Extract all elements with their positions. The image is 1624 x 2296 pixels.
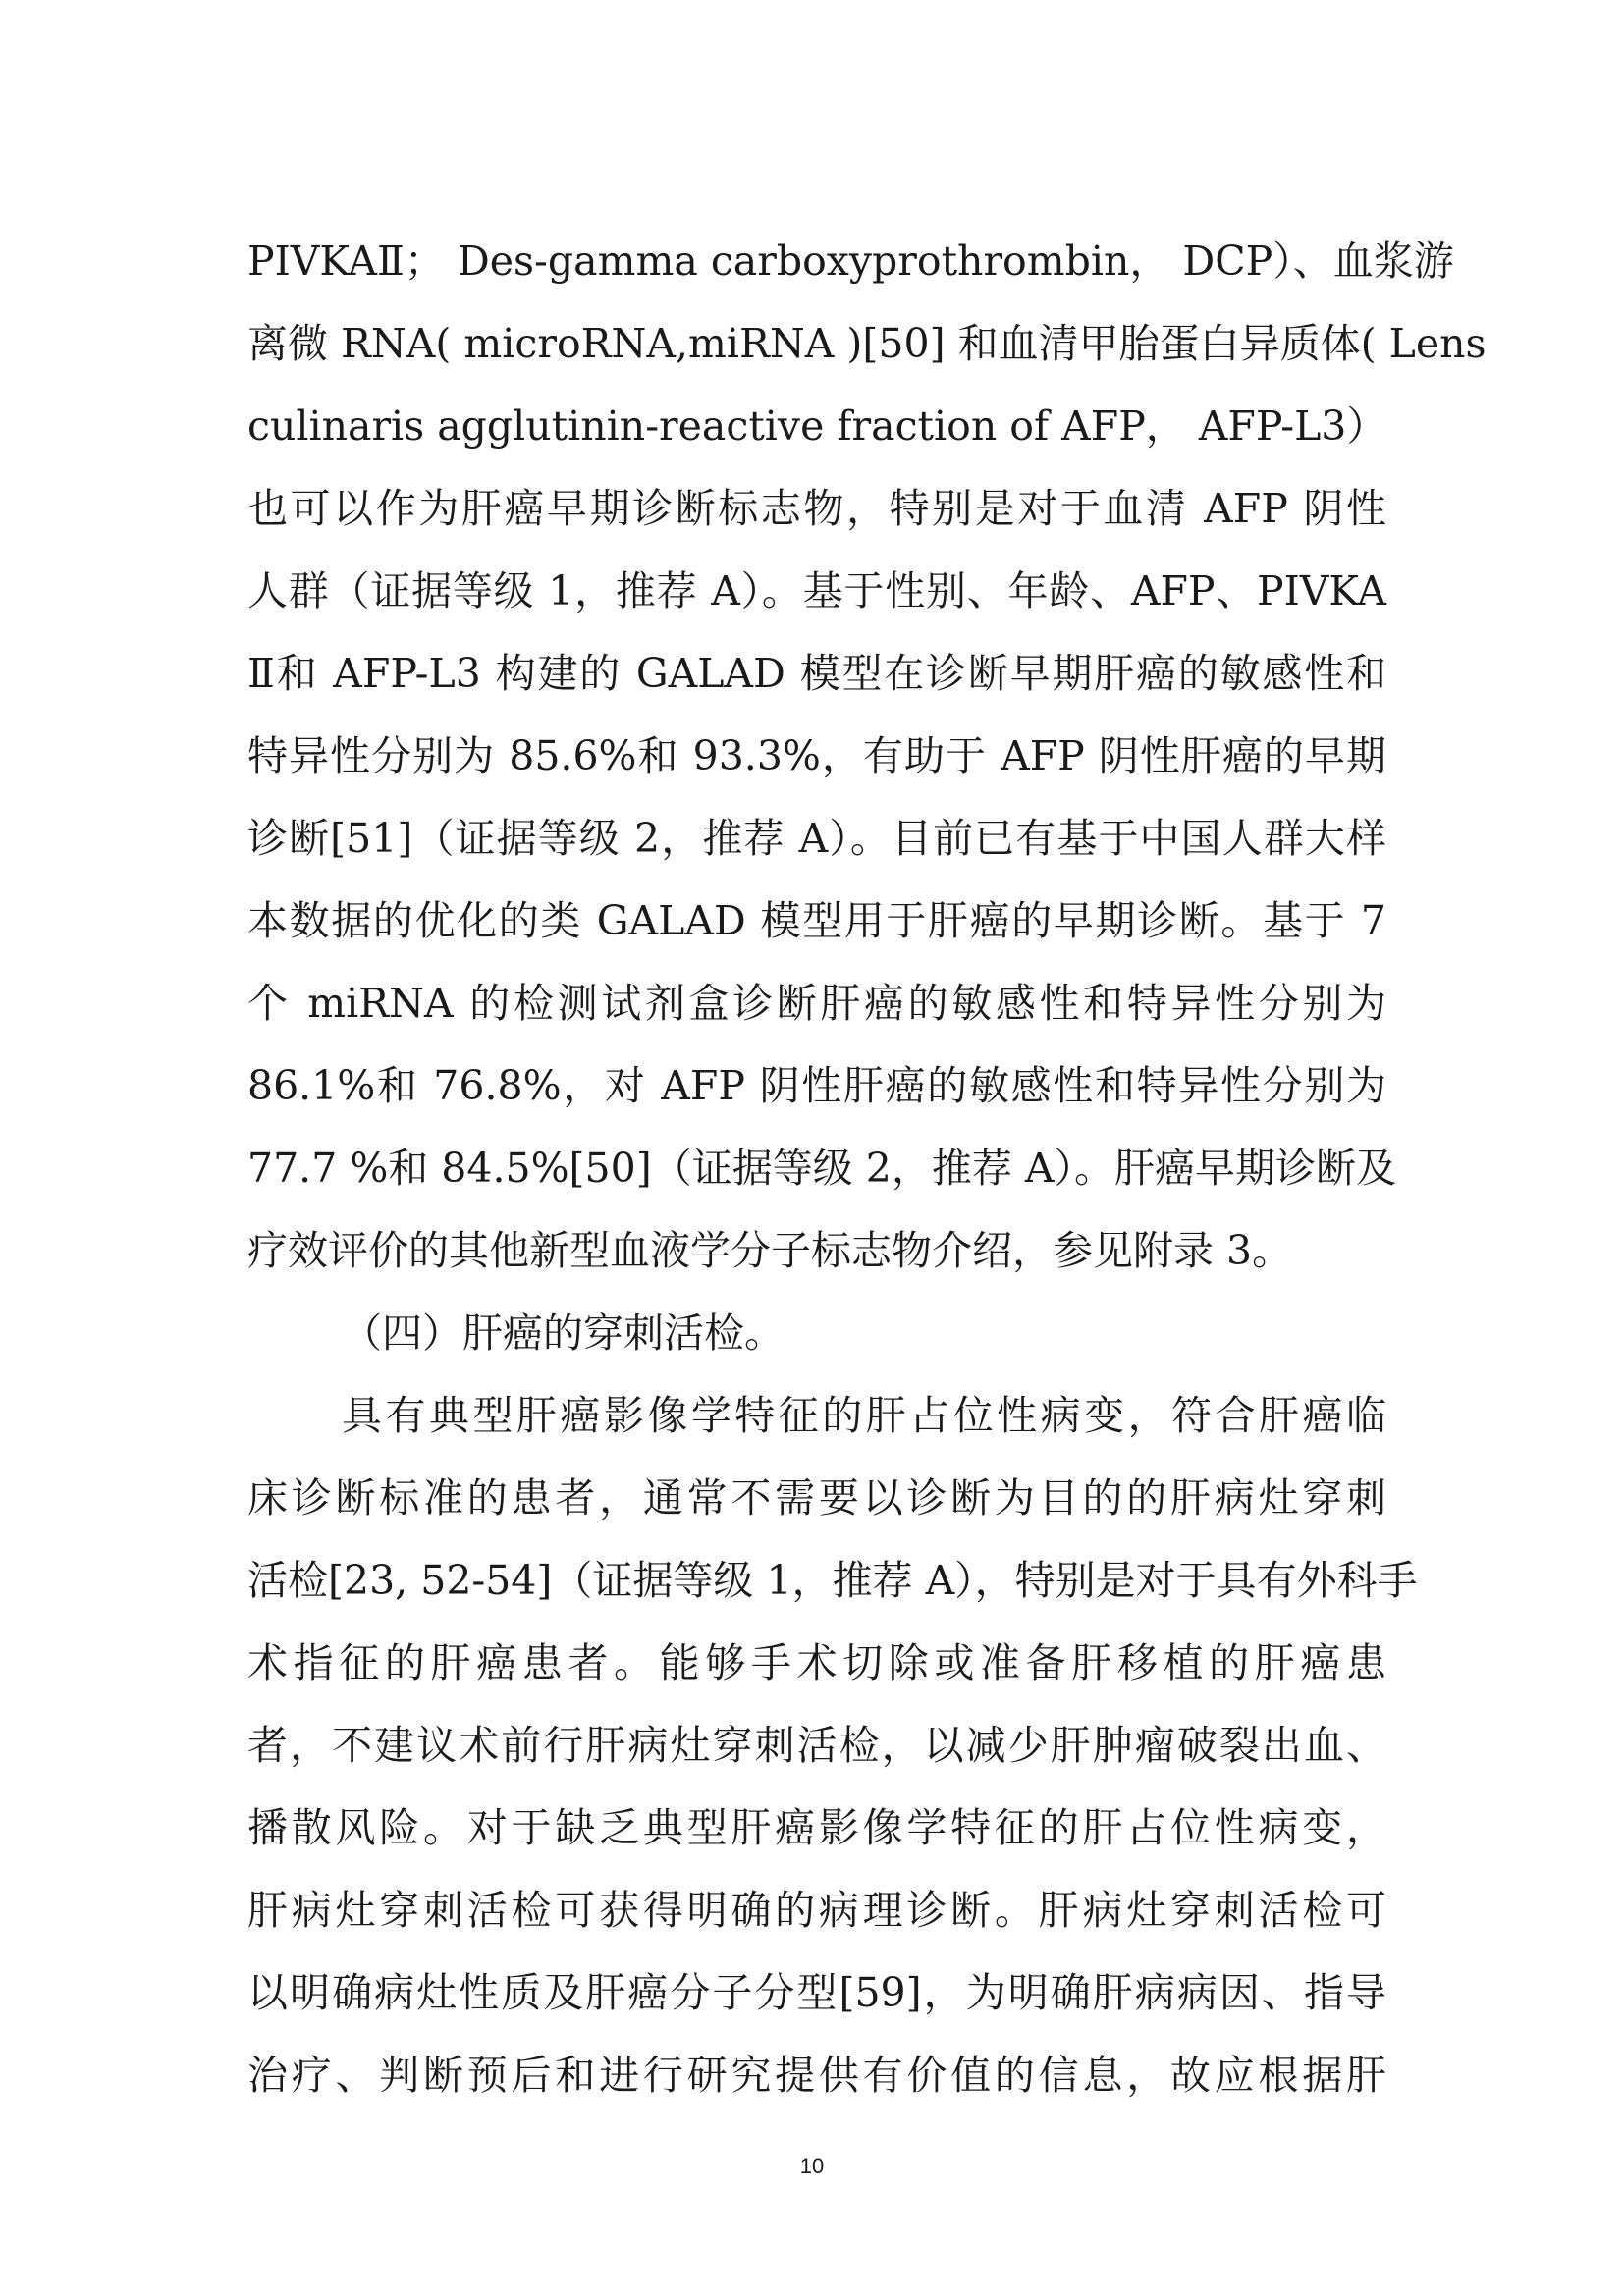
text-line: 诊断[51]（证据等级 2，推荐 A）。目前已有基于中国人群大样: [247, 815, 1386, 862]
text-line: PIVKAⅡ； Des-gamma carboxyprothrombin， DCP）、血浆游: [247, 238, 1454, 285]
page-number: 10: [799, 2154, 825, 2178]
text-line: 也可以作为肝癌早期诊断标志物，特别是对于血清 AFP 阴性: [247, 485, 1386, 532]
section-heading: （四）肝癌的穿刺活检。: [342, 1309, 785, 1357]
text-line: 肝病灶穿刺活检可获得明确的病理诊断。肝病灶穿刺活检可: [247, 1887, 1386, 1934]
text-line: 者，不建议术前行肝病灶穿刺活检，以减少肝肿瘤破裂出血、: [247, 1722, 1386, 1769]
text-line: 疗效评价的其他新型血液学分子标志物介绍，参见附录 3。: [247, 1227, 1293, 1274]
text-line: 术指征的肝癌患者。能够手术切除或准备肝移植的肝癌患: [247, 1639, 1386, 1686]
text-line: culinaris agglutinin-reactive fraction of AFP， AFP-L3）: [247, 402, 1387, 450]
text-line: 播散风险。对于缺乏典型肝癌影像学特征的肝占位性病变，: [247, 1804, 1386, 1851]
text-line: 活检[23, 52-54]（证据等级 1，推荐 A），特别是对于具有外科手: [247, 1557, 1418, 1604]
text-line: Ⅱ和 AFP-L3 构建的 GALAD 模型在诊断早期肝癌的敏感性和: [247, 650, 1386, 697]
text-line: 个 miRNA 的检测试剂盒诊断肝癌的敏感性和特异性分别为: [247, 980, 1386, 1027]
text-line: 具有典型肝癌影像学特征的肝占位性病变，符合肝癌临: [342, 1392, 1386, 1439]
text-line: 77.7 %和 84.5%[50]（证据等级 2，推荐 A）。肝癌早期诊断及: [247, 1145, 1396, 1192]
text-line: 治疗、判断预后和进行研究提供有价值的信息，故应根据肝: [247, 2052, 1386, 2099]
text-line: 本数据的优化的类 GALAD 模型用于肝癌的早期诊断。基于 7: [247, 897, 1386, 944]
text-line: 特异性分别为 85.6%和 93.3%，有助于 AFP 阴性肝癌的早期: [247, 732, 1386, 779]
body-text: [247, 220, 1487, 2116]
text-line: 86.1%和 76.8%，对 AFP 阴性肝癌的敏感性和特异性分别为: [247, 1062, 1386, 1109]
text-line: 以明确病灶性质及肝癌分子分型[59]，为明确肝病病因、指导: [247, 1969, 1386, 2016]
text-line: 离微 RNA( microRNA,miRNA )[50] 和血清甲胎蛋白异质体( Lens: [247, 320, 1487, 367]
text-line: 人群（证据等级 1，推荐 A）。基于性别、年龄、AFP、PIVKA: [247, 567, 1386, 614]
text-line: 床诊断标准的患者，通常不需要以诊断为目的的肝病灶穿刺: [247, 1474, 1386, 1522]
